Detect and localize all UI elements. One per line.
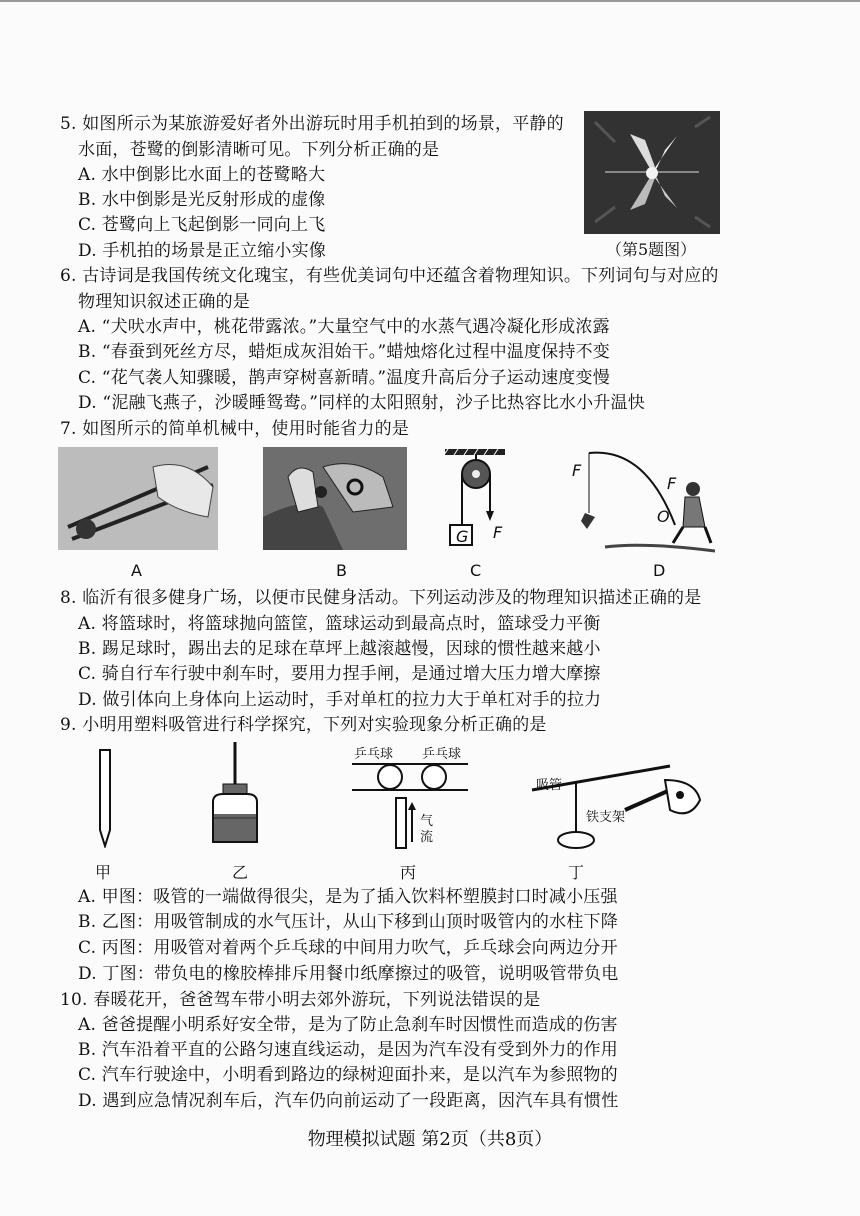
q10-option-a: A. 爸爸提醒小明系好安全带，是为了防止急刹车时因惯性而造成的伤害: [78, 1015, 618, 1035]
q10-option-c: C. 汽车行驶途中，小明看到路边的绿树迎面扑来，是以汽车为参照物的: [78, 1065, 618, 1085]
q9-stand-label: 铁支架: [586, 810, 626, 825]
q8-option-c: C. 骑自行车行驶中刹车时，要用力捏手闸，是通过增大压力增大摩擦: [78, 664, 601, 684]
q5-option-d: D. 手机拍的场景是正立缩小实像: [78, 241, 327, 261]
page-footer: 物理模拟试题 第2页（共8页）: [307, 1129, 553, 1150]
q7-label-d: D: [653, 561, 666, 580]
q7-figure-a-chopsticks: [58, 447, 218, 550]
q6-option-d: D. “泥融飞燕子，沙暖睡鸳鸯。”同样的太阳照射，沙子比热容比水小升温快: [78, 393, 645, 413]
q9-stem: 9. 小明用塑料吸管进行科学探究，下列对实验现象分析正确的是: [60, 715, 547, 735]
q9-figure-bing-pingpong: [350, 742, 470, 852]
q9-pingpong-label-2: 乒乓球: [422, 747, 462, 762]
q6-option-b: B. “春蚕到死丝方尽，蜡炬成灰泪始干。”蜡烛熔化过程中温度保持不变: [78, 342, 610, 362]
q6-stem-line1: 6. 古诗词是我国传统文化瑰宝，有些优美词句中还蕴含着物理知识。下列词句与对应的: [60, 266, 719, 286]
q9-option-d: D. 丁图：带负电的橡胶棒排斥用餐巾纸摩擦过的吸管，说明吸管带负电: [78, 964, 619, 984]
q9-figure-jia-straw: [90, 748, 120, 848]
q9-figure-ding-stand: [530, 760, 705, 855]
q5-figure-caption: （第5题图）: [606, 240, 697, 259]
q5-stem-line2: 水面，苍鹭的倒影清晰可见。下列分析正确的是: [78, 140, 440, 160]
q9-option-b: B. 乙图：用吸管制成的水气压计，从山下移到山顶时吸管内的水柱下降: [78, 912, 618, 932]
q6-option-a: A. “犬吠水声中，桃花带露浓。”大量空气中的水蒸气遇冷凝化形成浓露: [78, 317, 610, 337]
q7-d-o-label: O: [657, 507, 670, 526]
q6-option-c: C. “花气袭人知骤暖，鹊声穿树喜新晴。”温度升高后分子运动速度变慢: [78, 368, 610, 388]
q9-label-ding: 丁: [568, 863, 585, 882]
q7-label-a: A: [131, 561, 142, 580]
q9-figure-yi-barometer: [205, 740, 265, 850]
q9-label-bing: 丙: [400, 863, 417, 882]
q10-option-b: B. 汽车沿着平直的公路匀速直线运动，是因为汽车没有受到外力的作用: [78, 1040, 618, 1060]
q7-figure-c-pulley: [440, 447, 520, 557]
q7-stem: 7. 如图所示的简单机械中，使用时能省力的是: [60, 419, 410, 439]
q9-label-jia: 甲: [95, 863, 112, 882]
q7-figure-b-scissors: [263, 447, 407, 550]
q5-stem-line1: 5. 如图所示为某旅游爱好者外出游玩时用手机拍到的场景，平静的: [60, 114, 564, 134]
q10-stem: 10. 春暖花开，爸爸驾车带小明去郊外游玩，下列说法错误的是: [60, 990, 541, 1010]
q7-d-f-label-hand: F: [667, 474, 677, 493]
q7-c-f-label: F: [493, 523, 503, 542]
q9-pingpong-label-1: 乒乓球: [354, 747, 394, 762]
q9-option-c: C. 丙图：用吸管对着两个乒乓球的中间用力吹气，乒乓球会向两边分开: [78, 938, 618, 958]
q6-stem-line2: 物理知识叙述正确的是: [78, 292, 250, 312]
q8-stem: 8. 临沂有很多健身广场，以便市民健身活动。下列运动涉及的物理知识描述正确的是: [60, 588, 702, 608]
q8-option-b: B. 踢足球时，踢出去的足球在草坪上越滚越慢，因球的惯性越来越小: [78, 639, 601, 659]
q7-d-f-label-top: F: [572, 461, 582, 480]
q7-label-c: C: [470, 561, 482, 580]
q5-heron-photo: [584, 111, 720, 234]
q7-figure-d-fishing: [565, 447, 715, 557]
q5-option-a: A. 水中倒影比水面上的苍鹭略大: [78, 165, 326, 185]
q5-option-c: C. 苍鹭向上飞起倒影一同向上飞: [78, 215, 326, 235]
q10-option-d: D. 遇到应急情况刹车后，汽车仍向前运动了一段距离，因汽车具有惯性: [78, 1091, 619, 1111]
q9-airflow-label-2: 流: [420, 830, 434, 845]
q7-label-b: B: [336, 561, 347, 580]
q7-c-g-label: G: [456, 527, 469, 546]
top-border: [0, 0, 860, 2]
q9-airflow-label-1: 气: [420, 814, 434, 829]
q9-straw-label: 吸管: [536, 778, 563, 793]
q8-option-d: D. 做引体向上身体向上运动时，手对单杠的拉力大于单杠对手的拉力: [78, 690, 602, 710]
q9-option-a: A. 甲图：吸管的一端做得很尖，是为了插入饮料杯塑膜封口时减小压强: [78, 887, 618, 907]
q9-label-yi: 乙: [232, 863, 249, 882]
q5-option-b: B. 水中倒影是光反射形成的虚像: [78, 190, 326, 210]
q8-option-a: A. 将篮球时，将篮球抛向篮筐，篮球运动到最高点时，篮球受力平衡: [78, 614, 601, 634]
